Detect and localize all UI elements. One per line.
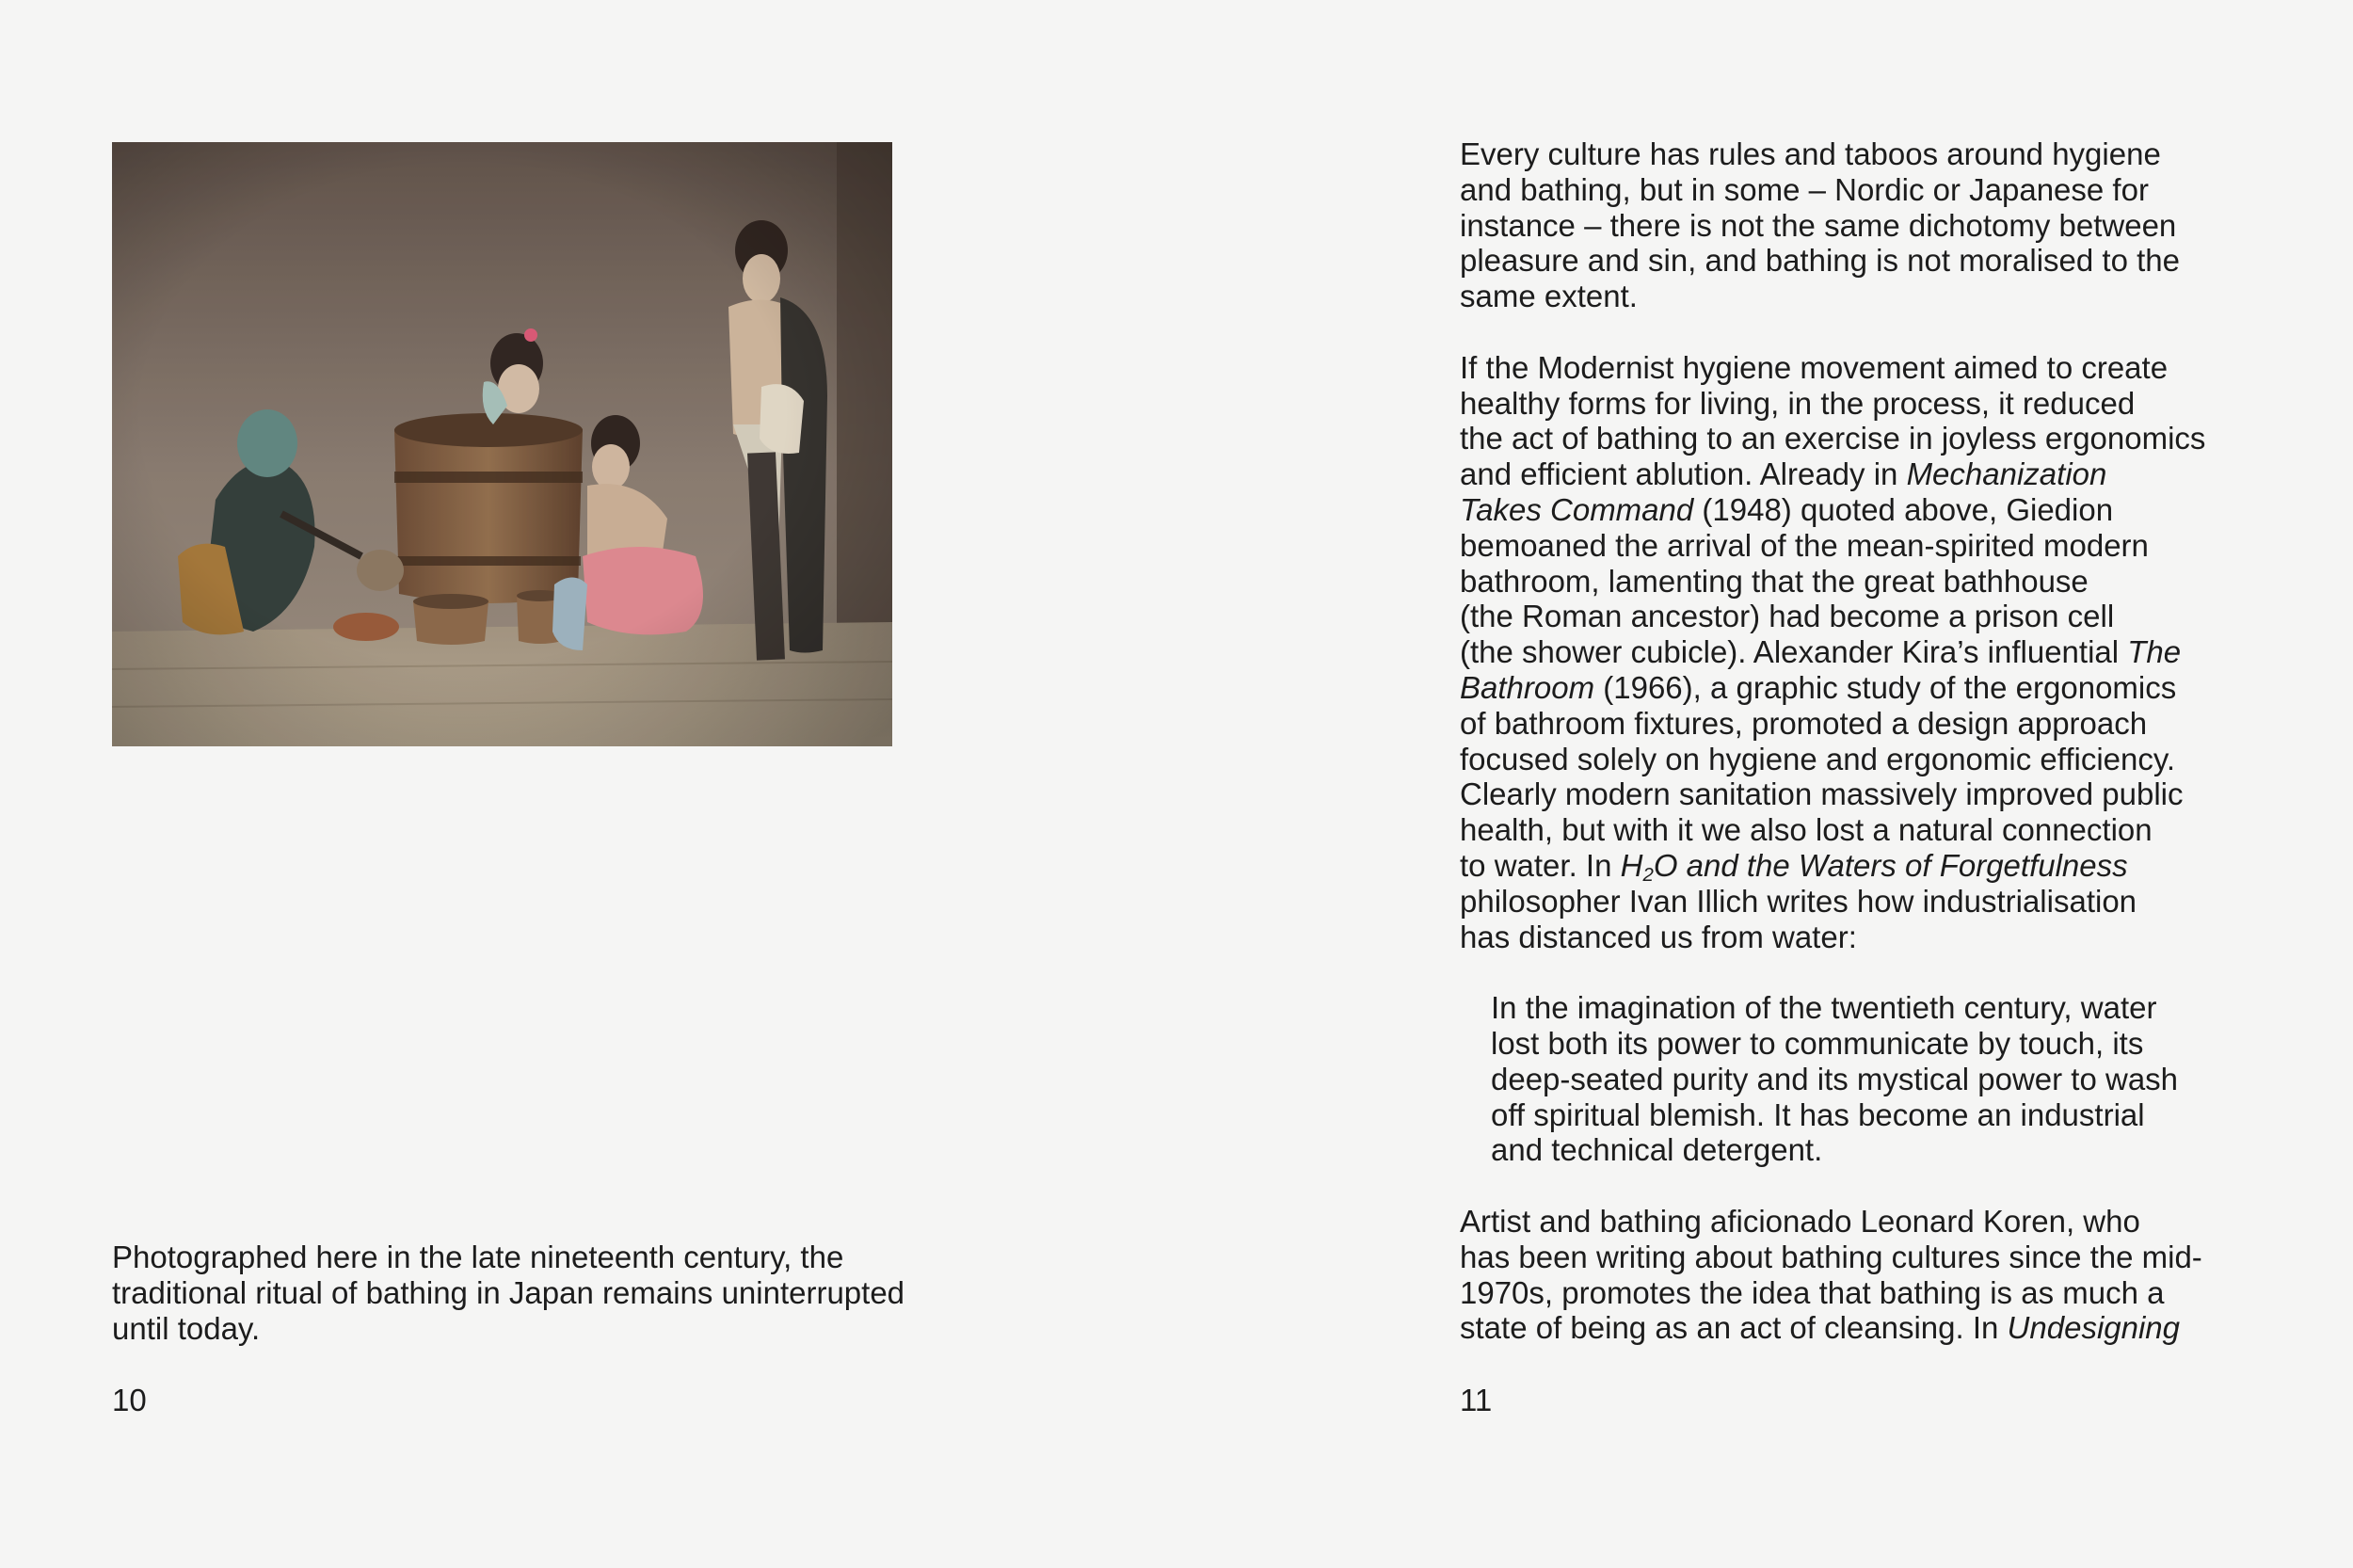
page-number-right: 11 bbox=[1460, 1383, 1493, 1417]
text-line: 1970s, promotes the idea that bathing is as much a bbox=[1460, 1274, 2165, 1310]
text-line: has distanced us from water: bbox=[1460, 919, 1857, 954]
text-line bbox=[1460, 634, 2326, 670]
book-title-italic: The bbox=[2127, 634, 2182, 670]
text-line bbox=[1460, 456, 2326, 492]
text-line: Every culture has rules and taboos around hygiene bbox=[1460, 136, 2161, 171]
paragraph-3 bbox=[1460, 1204, 2326, 1346]
text-line: (the Roman ancestor) had become a prison cell bbox=[1460, 599, 2115, 634]
text-run: to water. In bbox=[1460, 847, 1621, 883]
text-line: and bathing, but in some – Nordic or Japanese for bbox=[1460, 171, 2149, 207]
text-run: H bbox=[1620, 847, 1643, 883]
text-line: focused solely on hygiene and ergonomic efficiency. bbox=[1460, 741, 2176, 776]
page-number-left: 10 bbox=[112, 1383, 147, 1417]
text-run: (1966), a graphic study of the ergonomics bbox=[1594, 669, 2177, 705]
text-line bbox=[1460, 492, 2326, 528]
quote-line: In the imagination of the twentieth century, water bbox=[1491, 990, 2157, 1026]
text-run: and efficient ablution. Already in bbox=[1460, 456, 1907, 492]
text-line: bemoaned the arrival of the mean-spirited modern bbox=[1460, 527, 2149, 563]
text-line: bathroom, lamenting that the great bathhouse bbox=[1460, 563, 2089, 599]
block-quote bbox=[1460, 990, 2326, 1168]
subscript: 2 bbox=[1642, 864, 1654, 887]
text-run: (1948) quoted above, Giedion bbox=[1693, 491, 2114, 527]
photo-caption bbox=[112, 1240, 921, 1347]
quote-line: lost both its power to communicate by touch, its bbox=[1491, 1025, 2144, 1061]
text-line bbox=[1460, 1310, 2326, 1346]
text-line: Clearly modern sanitation massively improved public bbox=[1460, 776, 2184, 812]
text-line bbox=[1460, 670, 2326, 706]
text-run: O and the Waters of Forgetfulness bbox=[1653, 847, 2128, 883]
text-line: of bathroom fixtures, promoted a design approach bbox=[1460, 705, 2148, 741]
paragraph-1 bbox=[1460, 136, 2326, 314]
text-line: instance – there is not the same dichotomy between bbox=[1460, 207, 2177, 243]
text-run: (the shower cubicle). Alexander Kira’s influential bbox=[1460, 634, 2128, 670]
book-title-italic: Takes Command bbox=[1460, 491, 1694, 527]
caption-line: Photographed here in the late nineteenth century, bbox=[112, 1240, 792, 1274]
text-line: philosopher Ivan Illich writes how industrialisation bbox=[1460, 883, 2137, 919]
body-text bbox=[1460, 136, 2326, 1346]
text-line: same extent. bbox=[1460, 279, 1638, 314]
caption-line: uninterrupted until today. bbox=[112, 1275, 905, 1346]
book-title-italic: Mechanization bbox=[1906, 456, 2107, 492]
text-line: the act of bathing to an exercise in joyless ergonomics bbox=[1460, 421, 2206, 456]
quote-line: and technical detergent. bbox=[1491, 1132, 1823, 1168]
right-page bbox=[1176, 0, 2353, 1568]
text-line: healthy forms for living, in the process, it reduced bbox=[1460, 385, 2136, 421]
paragraph-2 bbox=[1460, 350, 2326, 955]
photo-japanese-bathing bbox=[112, 142, 892, 746]
left-page bbox=[0, 0, 1176, 1568]
quote-line: deep-seated purity and its mystical power to wash bbox=[1491, 1061, 2179, 1096]
text-line: pleasure and sin, and bathing is not moralised to the bbox=[1460, 243, 2180, 279]
book-title-italic: Undesigning bbox=[2007, 1310, 2181, 1346]
quote-line: off spiritual blemish. It has become an industrial bbox=[1491, 1096, 2145, 1132]
text-line: Artist and bathing aficionado Leonard Koren, who bbox=[1460, 1203, 2140, 1239]
book-title-italic: Bathroom bbox=[1460, 669, 1595, 705]
book-title-italic bbox=[1620, 847, 2128, 887]
photo-japanese-bathing-scene-icon bbox=[112, 142, 892, 746]
caption-line: the traditional ritual of bathing in Japan remains bbox=[112, 1240, 844, 1310]
text-line: If the Modernist hygiene movement aimed to create bbox=[1460, 349, 2169, 385]
text-line bbox=[1460, 847, 2326, 887]
text-line: health, but with it we also lost a natural connection bbox=[1460, 812, 2153, 848]
text-line: has been writing about bathing cultures since the mid- bbox=[1460, 1239, 2202, 1274]
text-run: state of being as an act of cleansing. In bbox=[1460, 1310, 2008, 1346]
